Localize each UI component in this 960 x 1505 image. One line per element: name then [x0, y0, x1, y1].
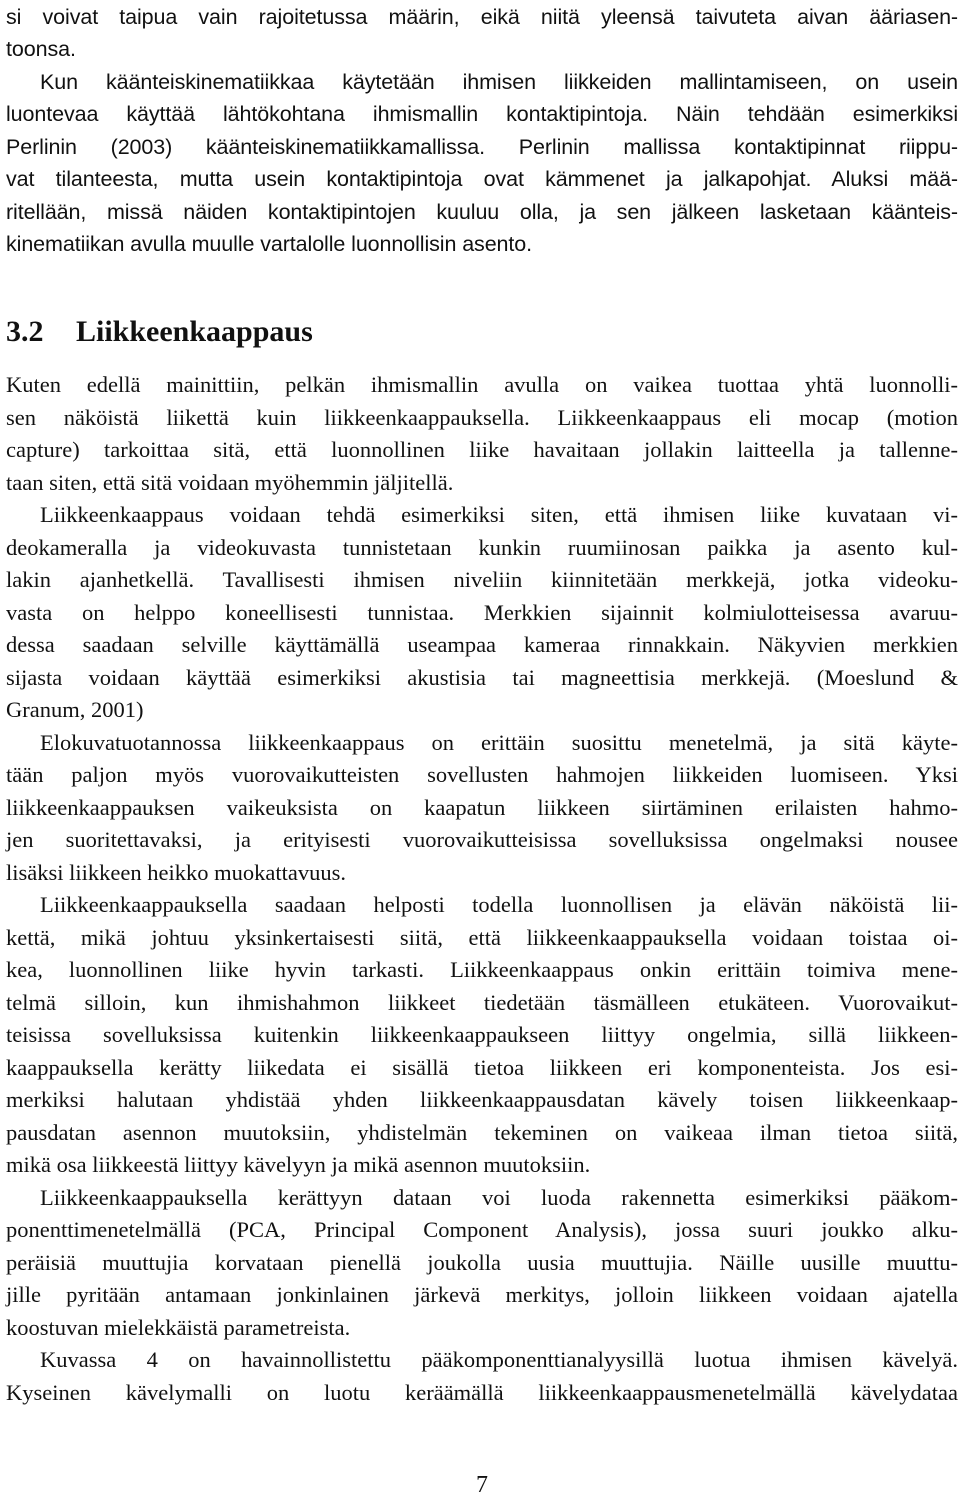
text-line: koostuvan mielekkäistä parametreista.: [6, 1315, 351, 1340]
text-line: Liikkeenkaappaus voidaan tehdä esimerkiksi siten, että ihmisen liike kuvataan vi-: [40, 502, 958, 527]
text-line: kaappauksella kerätty liikedata ei sisällä tietoa liikkeen eri komponenteista. Jos esi-: [6, 1055, 958, 1080]
text-line: kea, luonnollinen liike hyvin tarkasti. Liikkeenkaappaus onkin erittäin toimiva mene-: [6, 957, 958, 982]
text-line: luontevaa käyttää lähtökohtana ihmismallin kontaktipintoja. Näin tehdään esimerkiksi: [6, 102, 958, 126]
section-title: Liikkeenkaappaus: [76, 315, 313, 348]
text-line: sijasta voidaan käyttää esimerkiksi akustisia tai magneettisia merkkejä. (Moeslund &: [6, 665, 958, 690]
text-line: kinematiikan avulla muulle vartalolle luonnollisin asento.: [6, 232, 533, 256]
text-line: kettä, mikä johtuu yksinkertaisesti siitä, että liikkeenkaappauksella voidaan toistaa oi-: [6, 925, 958, 950]
section-heading: [6, 312, 313, 352]
text-line: ponenttimenetelmällä (PCA, Principal Component Analysis), jossa suuri joukko alku-: [6, 1217, 958, 1242]
text-line: lakin ajanhetkellä. Tavallisesti ihmisen niveliin kiinnitetään merkkejä, jotka videoku-: [6, 567, 958, 592]
section-number: 3.2: [6, 315, 44, 348]
text-line: capture) tarkoittaa sitä, että luonnollinen liike havaitaan jollakin laitteella ja tallenne-: [6, 437, 958, 462]
text-line: Granum, 2001): [6, 697, 144, 722]
text-line: telmä silloin, kun ihmishahmon liikkeet tiedetään täsmälleen etukäteen. Vuorovaikut-: [6, 990, 958, 1015]
text-line: lisäksi liikkeen heikko muokattavuus.: [6, 860, 346, 885]
text-line: ritellään, missä näiden kontaktipintojen kuuluu olla, ja sen jälkeen lasketaan käänteis-: [6, 200, 958, 224]
text-line: deokameralla ja videokuvasta tunnistetaan kunkin ruumiinosan paikka ja asento kul-: [6, 535, 958, 560]
text-line: liikkeenkaappauksen vaikeuksista on kaapatun liikkeen siirtäminen erilaisten hahmo-: [6, 795, 958, 820]
text-line: jille pyritään antamaan jonkinlainen järkevä merkitys, jolloin liikkeen voidaan ajatella: [6, 1282, 958, 1307]
text-line: vat tilanteesta, mutta usein kontaktipintoja ovat kämmenet ja jalkapohjat. Aluksi mää-: [6, 167, 958, 191]
text-line: vasta on helppo koneellisesti tunnistaa. Merkkien sijainnit kolmiulotteisessa avaruu-: [6, 600, 958, 625]
page-number: 7: [476, 1472, 488, 1498]
text-line: Liikkeenkaappauksella saadaan helposti todella luonnollisen ja elävän näköistä lii-: [40, 892, 958, 917]
text-line: sen näköistä liikettä kuin liikkeenkaappauksella. Liikkeenkaappaus eli mocap (motion: [6, 405, 958, 430]
text-line: jen suoritettavaksi, ja erityisesti vuorovaikutteisissa sovelluksissa ongelmaksi nousee: [6, 827, 958, 852]
text-line: Perlinin (2003) käänteiskinematiikkamallissa. Perlinin mallissa kontaktipinnat riippu-: [6, 135, 958, 159]
text-line: Kuvassa 4 on havainnollistettu pääkomponenttianalyysillä luotua ihmisen kävelyä.: [40, 1347, 958, 1372]
text-line: si voivat taipua vain rajoitetussa määrin, eikä niitä yleensä taivuteta aivan ääriasen-: [6, 5, 958, 29]
text-line: pausdatan asennon muutoksiin, yhdistelmän tekeminen on vaikeaa ilman tietoa siitä,: [6, 1120, 958, 1145]
text-line: toonsa.: [6, 37, 76, 61]
text-line: merkiksi halutaan yhdistää yhden liikkeenkaappausdatan kävely toisen liikkeenkaap-: [6, 1087, 958, 1112]
text-line: Elokuvatuotannossa liikkeenkaappaus on erittäin suosittu menetelmä, ja sitä käyte-: [40, 730, 958, 755]
text-line: Kun käänteiskinematiikkaa käytetään ihmisen liikkeiden mallintamiseen, on usein: [40, 70, 958, 94]
text-line: tään paljon myös vuorovaikutteisten sovellusten hahmojen liikkeiden luomiseen. Yksi: [6, 762, 958, 787]
text-line: Kuten edellä mainittiin, pelkän ihmismallin avulla on vaikea tuottaa yhtä luonnolli-: [6, 372, 958, 397]
text-line: mikä osa liikkeestä liittyy kävelyyn ja mikä asennon muutoksiin.: [6, 1152, 591, 1177]
text-line: teisissa sovelluksissa kuitenkin liikkeenkaappaukseen liittyy ongelmia, sillä liikkeen-: [6, 1022, 958, 1047]
text-line: Kyseinen kävelymalli on luotu keräämällä liikkeenkaappausmenetelmällä kävelydataa: [6, 1380, 958, 1405]
text-line: taan siten, että sitä voidaan myöhemmin jäljitellä.: [6, 470, 454, 495]
text-line: Liikkeenkaappauksella kerättyyn dataan voi luoda rakennetta esimerkiksi pääkom-: [40, 1185, 958, 1210]
text-line: dessa saadaan selville käyttämällä useampaa kameraa rinnakkain. Näkyvien merkkien: [6, 632, 958, 657]
text-line: peräisiä muuttujia korvataan pienellä joukolla uusia muuttujia. Näille uusille muuttu-: [6, 1250, 958, 1275]
